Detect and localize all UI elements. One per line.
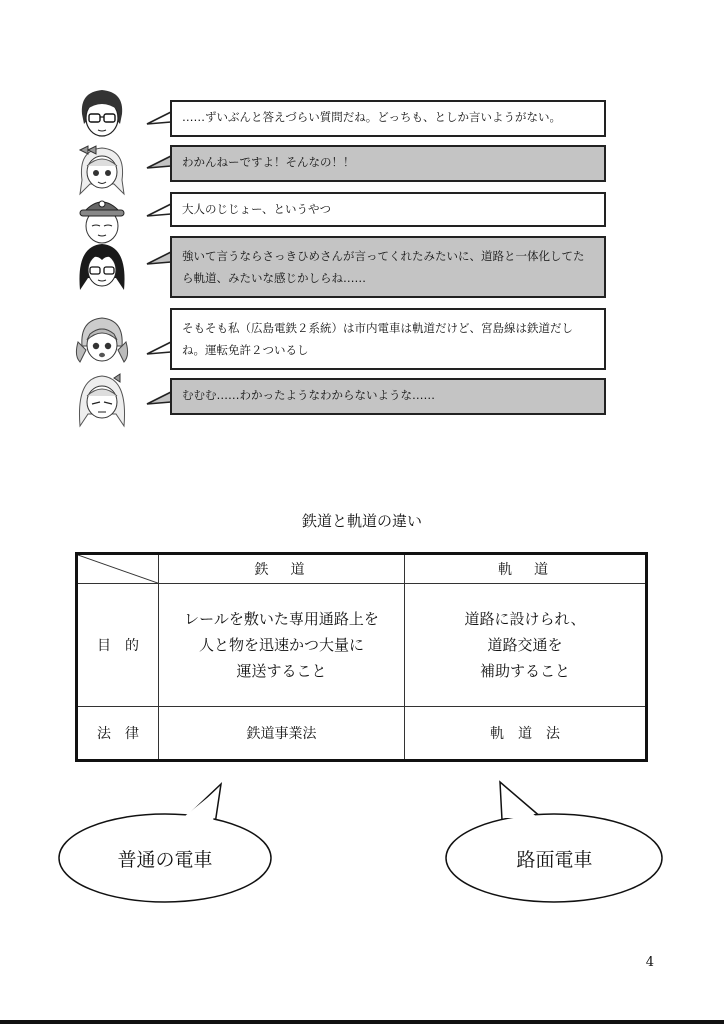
diagonal-divider	[78, 555, 158, 583]
cell-railway-purpose: レールを敷いた専用通路上を 人と物を迅速かつ大量に 運送すること	[159, 584, 405, 707]
cell-tramway-purpose: 道路に設けられ、 道路交通を 補助すること	[405, 584, 647, 707]
cell-tramway-law: 軌 道 法	[405, 706, 647, 760]
speech-bubble-twin-tail-girl: そもそも私（広島電鉄２系統）は市内電車は軌道だけど、宮島線は鉄道だしね。運転免許２ついるし	[170, 308, 606, 370]
row-label-purpose: 目 的	[77, 584, 159, 707]
column-header-tramway: 軌 道	[405, 554, 647, 584]
bubble-tail	[145, 110, 172, 130]
page-number: 4	[645, 955, 654, 970]
avatar-black-hair-girl	[74, 238, 130, 296]
table-title: 鉄道と軌道の違い	[301, 512, 422, 530]
callout-right-text: 路面電車	[516, 849, 593, 871]
bubble-tail	[145, 202, 172, 222]
row-label-law: 法 律	[77, 706, 159, 760]
speech-bubble-glasses-girl: ……ずいぶんと答えづらい質問だね。どっちも、としか言いようがない。	[170, 100, 606, 137]
column-header-railway: 鉄 道	[159, 554, 405, 584]
callout-right-bubble	[442, 778, 667, 908]
table-corner-cell	[77, 554, 159, 584]
avatar-long-hair-girl	[74, 370, 130, 428]
footer-rule	[0, 1020, 724, 1024]
callout-left-bubble	[55, 778, 280, 908]
speech-bubble-black-hair-girl: 強いて言うならさっきひめさんが言ってくれたみたいに、道路と一体化してたら軌道、みたいな感じかしらね……	[170, 236, 606, 298]
avatar-twin-tail-girl	[74, 312, 130, 370]
bubble-tail	[145, 250, 172, 270]
speech-bubble-ribbon-girl: わかんねーですよ！そんなの！！	[170, 145, 606, 182]
callout-left-text: 普通の電車	[117, 849, 213, 871]
avatar-glasses-girl	[74, 84, 130, 142]
cell-railway-law: 鉄道事業法	[159, 706, 405, 760]
bubble-tail	[145, 340, 172, 360]
bubble-tail	[145, 390, 172, 410]
speech-bubble-hat-girl: 大人のじじょー、というやつ	[170, 192, 606, 227]
comparison-table	[75, 552, 648, 762]
bubble-tail	[145, 154, 172, 174]
speech-bubble-long-hair-girl: むむむ……わかったようなわからないような……	[170, 378, 606, 415]
